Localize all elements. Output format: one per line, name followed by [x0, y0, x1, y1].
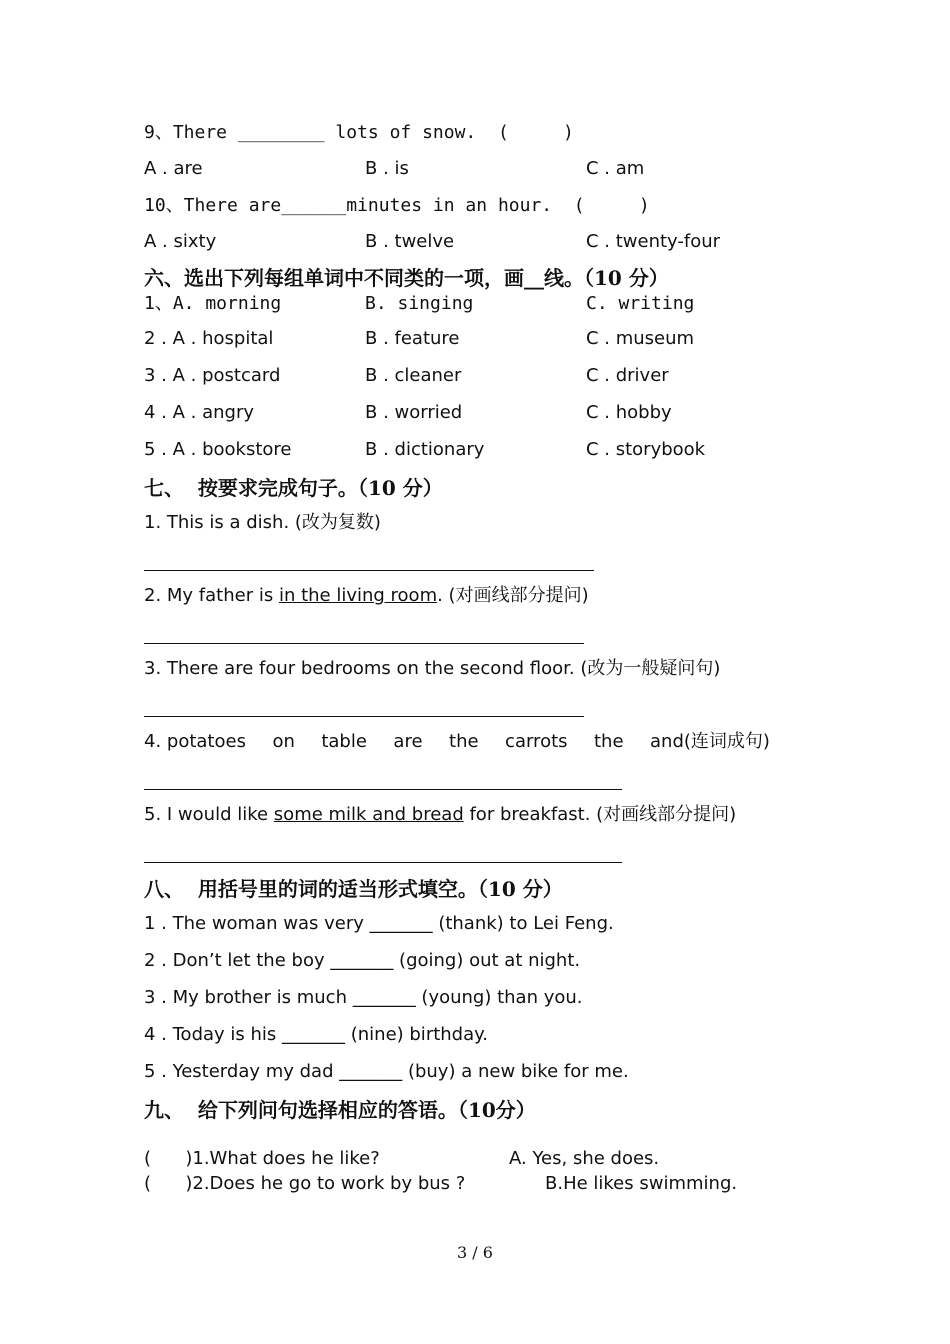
section-9-heading: 九、 给下列问句选择相应的答语。（10分） [144, 1098, 536, 1122]
question-10-stem: 10、There are______minutes in an hour. ( ) [144, 195, 650, 216]
word-chip: on [272, 731, 295, 752]
word-chip: and(连词成句) [650, 731, 770, 752]
s6-row-1-b: B. singing [365, 293, 474, 314]
s6-row-4-c: C . hobby [586, 402, 672, 423]
s7-answer-line-2[interactable] [144, 643, 584, 644]
s7-answer-line-4[interactable] [144, 789, 622, 790]
question-10-option-a: A . sixty [144, 231, 217, 252]
question-9-option-c: C . am [586, 158, 645, 179]
section-7-heading: 七、 按要求完成句子。（10 分） [144, 476, 443, 500]
s6-row-4-b: B . worried [365, 402, 463, 423]
s9-question-2: ( )2.Does he go to work by bus ? [144, 1173, 466, 1194]
word-chip: carrots [505, 731, 568, 752]
word-chip: the [594, 731, 624, 752]
s6-row-5-a: 5 . A . bookstore [144, 439, 292, 460]
s7-answer-line-5[interactable] [144, 862, 622, 863]
s6-row-3-a: 3 . A . postcard [144, 365, 281, 386]
s7-q5-instruction: for breakfast. (对画线部分提问) [463, 804, 737, 825]
s7-q5-underlined: some milk and bread [273, 804, 464, 825]
s7-q2-underlined: in the living room [278, 585, 438, 606]
s6-row-2-c: C . museum [586, 328, 695, 349]
question-9-option-b: B . is [365, 158, 409, 179]
word-chip: table [321, 731, 367, 752]
s8-item-4: 4 . Today is his _______ (nine) birthday. [144, 1024, 488, 1045]
s6-row-3-c: C . driver [586, 365, 669, 386]
s9-answer-a: A. Yes, she does. [509, 1148, 660, 1169]
s6-row-1-a: 1、A. morning [144, 293, 282, 314]
s8-item-3: 3 . My brother is much _______ (young) than you. [144, 987, 583, 1008]
s7-answer-line-1[interactable] [144, 570, 594, 571]
page-number: 3 / 6 [457, 1243, 493, 1262]
s6-row-3-b: B . cleaner [365, 365, 462, 386]
s7-question-1: 1. This is a dish. (改为复数) [144, 512, 381, 533]
question-10-option-c: C . twenty-four [586, 231, 721, 252]
s6-row-1-c: C. writing [586, 293, 695, 314]
s7-q2-text: 2. My father is [144, 585, 279, 606]
s7-question-4 [144, 730, 770, 754]
question-9-stem: 9、There ________ lots of snow. ( ) [144, 122, 574, 143]
s6-row-2-a: 2 . A . hospital [144, 328, 274, 349]
question-9-option-a: A . are [144, 158, 203, 179]
s8-item-5: 5 . Yesterday my dad _______ (buy) a new bike for me. [144, 1061, 629, 1082]
s7-answer-line-3[interactable] [144, 716, 584, 717]
s7-q2-instruction: . (对画线部分提问) [437, 585, 589, 606]
word-chip: are [393, 731, 423, 752]
s6-row-5-c: C . storybook [586, 439, 706, 460]
s9-answer-b: B.He likes swimming. [545, 1173, 738, 1194]
word-chip: 4. potatoes [144, 731, 246, 752]
section-6-heading: 六、选出下列每组单词中不同类的一项，画__线。（10 分） [144, 266, 669, 290]
question-10-option-b: B . twelve [365, 231, 455, 252]
s7-q5-text: 5. I would like [144, 804, 274, 825]
s8-item-2: 2 . Don’t let the boy _______ (going) out at night. [144, 950, 581, 971]
s7-question-5 [144, 803, 736, 827]
s6-row-4-a: 4 . A . angry [144, 402, 255, 423]
s6-row-5-b: B . dictionary [365, 439, 485, 460]
s9-question-1: ( )1.What does he like? [144, 1148, 380, 1169]
s7-question-2 [144, 584, 589, 608]
s8-item-1: 1 . The woman was very _______ (thank) to Lei Feng. [144, 913, 614, 934]
word-chip: the [449, 731, 479, 752]
s6-row-2-b: B . feature [365, 328, 460, 349]
section-8-heading: 八、 用括号里的词的适当形式填空。（10 分） [144, 877, 563, 901]
s7-question-3: 3. There are four bedrooms on the second floor. (改为一般疑问句) [144, 658, 721, 679]
